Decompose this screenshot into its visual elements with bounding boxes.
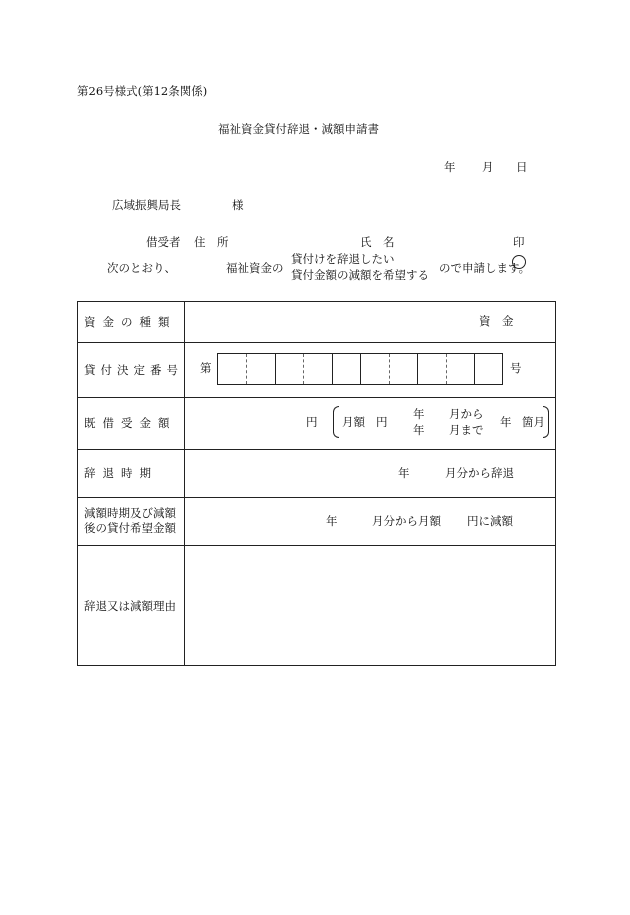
reduction-text1: 月分から月額 [372, 514, 441, 528]
decision-number-prefix: 第 [200, 361, 212, 375]
digit-divider [417, 354, 418, 384]
borrowed-yen-unit: 円 [306, 415, 318, 429]
digit-divider [360, 354, 361, 384]
reason-label: 辞退又は減額理由 [84, 599, 176, 613]
decline-timing-label: 辞退時期 [84, 466, 158, 480]
fund-type-label: 資金の種類 [84, 315, 177, 329]
digit-divider [446, 354, 447, 384]
monthly-label: 月額 [342, 415, 365, 429]
reason-field[interactable] [190, 550, 550, 660]
period-end-month: 月まで [449, 423, 484, 437]
digit-divider [389, 354, 390, 384]
date-year-label: 年 [444, 160, 456, 174]
date-month-label: 月 [482, 160, 494, 174]
monthly-yen-unit: 円 [376, 415, 388, 429]
fund-type-suffix: 資 金 [479, 314, 514, 328]
decision-number-suffix: 号 [510, 361, 522, 375]
decline-text: 月分から辞退 [445, 466, 514, 480]
address-label: 住 所 [194, 235, 229, 249]
fund-type-field[interactable] [190, 308, 470, 332]
digit-divider [303, 354, 304, 384]
period-months: 箇月 [522, 415, 545, 429]
right-bracket [543, 406, 549, 438]
decline-year: 年 [398, 466, 410, 480]
reduction-year: 年 [326, 514, 338, 528]
reduction-label-line1: 減額時期及び減額 [84, 506, 176, 520]
request-option-decline: 貸付けを辞退したい [291, 252, 395, 266]
form-number: 第26号様式(第12条関係) [77, 84, 208, 98]
request-prefix: 次のとおり、 [107, 261, 176, 275]
period-years: 年 [500, 415, 512, 429]
digit-divider [275, 354, 276, 384]
addressee-suffix: 様 [232, 198, 244, 212]
decision-number-boxes[interactable] [217, 353, 503, 385]
seal-label: 印 [513, 235, 525, 249]
reduction-label-line2: 後の貸付希望金額 [84, 521, 176, 535]
applicant-role: 借受者 [146, 235, 181, 249]
name-label: 氏 名 [360, 235, 395, 249]
date-day-label: 日 [516, 160, 528, 174]
decision-number-label: 貸付決定番号 [84, 362, 183, 377]
request-option-reduce: 貸付金額の減額を希望する [291, 268, 429, 282]
reduction-timing-label [78, 497, 185, 545]
digit-divider [332, 354, 333, 384]
reduction-text2: 円に減額 [467, 514, 513, 528]
period-start-month: 月から [449, 407, 484, 421]
period-start-year: 年 [413, 407, 425, 421]
request-suffix: ので申請します。 [439, 261, 531, 275]
form-title: 福祉資金貸付辞退・減額申請書 [218, 122, 379, 136]
request-fund: 福祉資金の [226, 261, 284, 275]
left-bracket [333, 406, 339, 438]
addressee: 広域振興局長 [112, 198, 181, 212]
digit-divider [474, 354, 475, 384]
digit-divider [246, 354, 247, 384]
borrowed-amount-label: 既借受金額 [84, 416, 177, 430]
period-end-year: 年 [413, 423, 425, 437]
